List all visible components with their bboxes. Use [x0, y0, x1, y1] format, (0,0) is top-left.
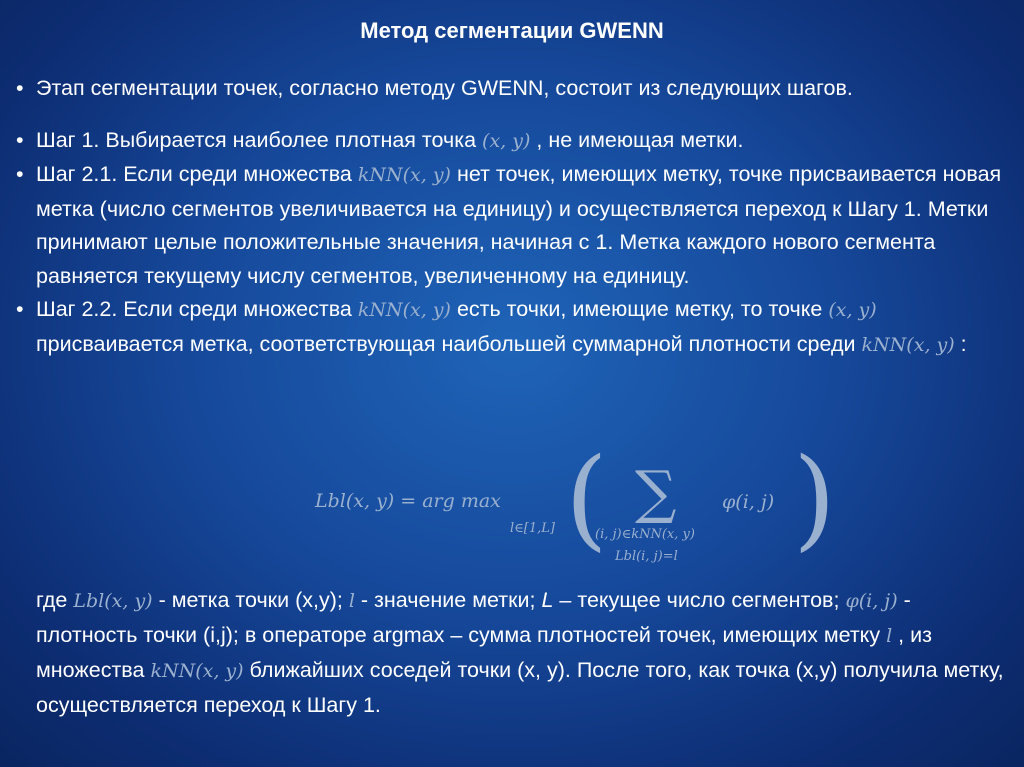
step21-text-b: нет точек, имеющих метку, точке присваивается новая метка (число сегментов увеличивается на единицу) и осуществляется переход к Шагу 1. Метки принимают целые положительные значения, начиная с 1. Метка каждого нового сегмента равняется текущему числу сегментов, увеличенному на единицу. — [36, 162, 1002, 288]
formula-sum-subscript-2: Lbl(i, j)=l — [615, 549, 678, 564]
math-lbl: Lbl(x, y) — [73, 590, 153, 612]
step1-text-a: Шаг 1. Выбирается наиболее плотная точка — [36, 127, 477, 152]
math-knn: kNN(x, y) — [357, 164, 451, 186]
slide-content — [14, 72, 1014, 362]
tail-text-5: – текущее число сегментов; — [559, 588, 840, 612]
step1-text-b: , не имеющая метки. — [536, 127, 744, 152]
formula-argmax-subscript: l∈[1,L] — [510, 521, 555, 536]
step21-text-a: Шаг 2.1. Если среди множества — [36, 162, 352, 186]
tail-text-6: - плотность точки (i,j); в операторе argmax – сумма плотностей точек, имеющих метку — [36, 588, 911, 647]
step22-text-d: : — [960, 331, 967, 356]
formula-sum-term: φ(i, j) — [722, 491, 775, 513]
tail-text-7: , из множества — [36, 623, 932, 682]
math-xy: (x, y) — [828, 299, 877, 321]
step22-text-a: Шаг 2.2. Если среди множества — [36, 297, 352, 321]
bullet-step-2-1 — [14, 158, 1014, 293]
math-xy: (x, y) — [482, 129, 531, 152]
tail-text-2: - метка точки (x,y); — [158, 588, 343, 612]
formula-lhs: Lbl(x, y) = arg max — [315, 490, 501, 512]
bullet-dot: • — [16, 297, 24, 321]
math-phi: φ(i, j) — [845, 590, 898, 612]
math-l: l — [886, 625, 893, 647]
sigma-symbol: ∑ — [635, 458, 677, 526]
bullet-intro — [14, 72, 1014, 106]
tail-text-1: где — [36, 588, 68, 612]
intro-text: Этап сегментации точек, согласно методу GWENN, состоит из следующих шагов. — [36, 76, 853, 100]
formula-sum-subscript-1: (i, j)∈kNN(x, y) — [595, 527, 695, 542]
formula-left-paren: ( — [565, 434, 608, 562]
bullet-step-1 — [14, 124, 1014, 159]
bullet-dot: • — [16, 162, 24, 186]
formula-right-paren: ) — [793, 434, 836, 562]
bullet-dot: • — [16, 127, 24, 152]
slide-title: Метод сегментации GWENN — [360, 18, 664, 43]
bullet-dot: • — [16, 76, 24, 100]
argmax-formula — [300, 434, 836, 575]
math-l: l — [348, 590, 355, 612]
tail-text-8: ближайших соседей точки (x, y). После того, как точка (x,y) получила метку, осуществляется переход к Шагу 1. — [36, 658, 1004, 717]
explanation-paragraph — [36, 583, 1011, 722]
step22-text-b: есть точки, имеющие метку, то точке — [456, 297, 823, 321]
tail-text-3: - значение метки; — [360, 588, 536, 612]
bullet-step-2-2 — [14, 293, 1014, 362]
math-knn: kNN(x, y) — [357, 299, 451, 321]
tail-text-L: L — [541, 588, 554, 612]
math-knn: kNN(x, y) — [150, 660, 244, 682]
math-knn: kNN(x, y) — [861, 333, 955, 356]
step22-text-c: присваивается метка, соответствующая наибольшей суммарной плотности среди — [36, 331, 856, 356]
